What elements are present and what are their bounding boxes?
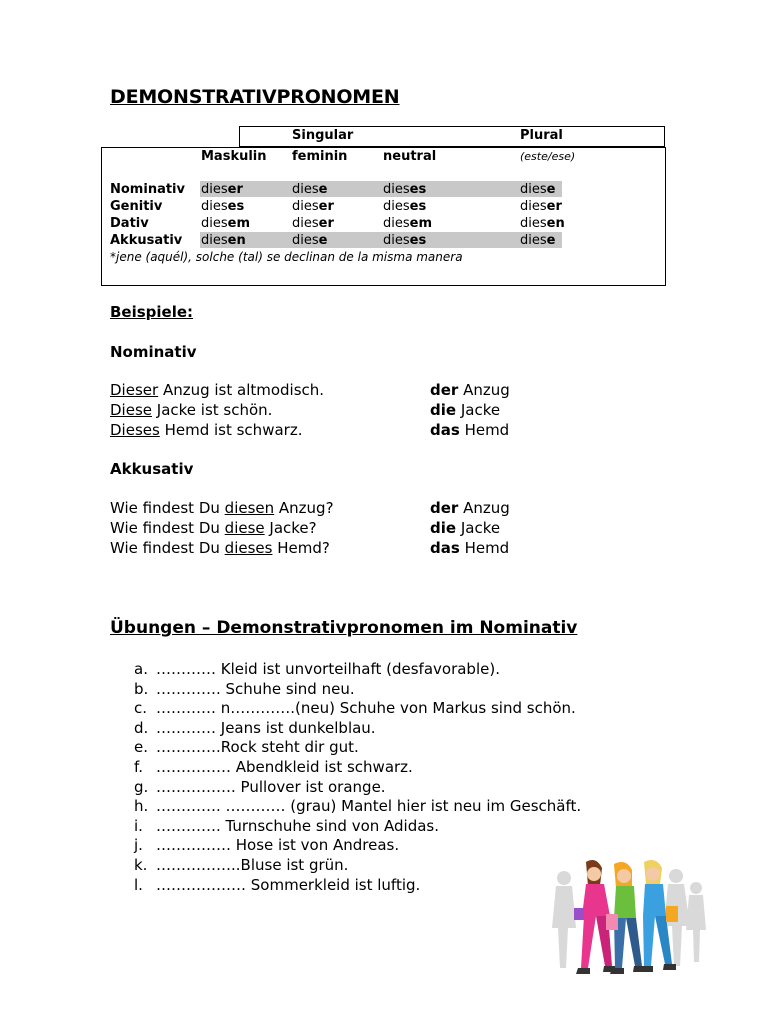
- exercise-item: k. ……………..Bluse ist grün.: [134, 855, 349, 874]
- cell-plural: diesen: [520, 216, 565, 231]
- row-label: Akkusativ: [110, 233, 183, 248]
- exercise-item: f. …………… Abendkleid ist schwarz.: [134, 757, 413, 776]
- neut-header: neutral: [383, 149, 437, 164]
- singular-header: Singular: [292, 128, 354, 143]
- cell-fem: dieser: [292, 199, 334, 214]
- cell-fem: dieser: [292, 216, 334, 231]
- exercise-item: d. ………… Jeans ist dunkelblau.: [134, 718, 376, 737]
- exercise-item: e. ………….Rock steht dir gut.: [134, 738, 359, 757]
- exercises-title: Übungen – Demonstrativpronomen im Nominativ: [110, 618, 578, 638]
- cell-neut: diesem: [383, 216, 433, 231]
- exercise-item: a. ………… Kleid ist unvorteilhaft (desfavorable).: [134, 660, 500, 678]
- exercise-item: c. ………… n………….(neu) Schuhe von Markus sind schön.: [134, 699, 576, 718]
- row-label: Genitiv: [110, 199, 163, 214]
- examples-heading: Beispiele:: [110, 303, 194, 321]
- exercise-item: l. ……………… Sommerkleid ist luftig.: [134, 875, 421, 894]
- example-article: das Hemd: [430, 539, 510, 557]
- page-title: DEMONSTRATIVPRONOMEN: [110, 86, 400, 108]
- exercise-item: j. …………… Hose ist von Andreas.: [134, 836, 400, 855]
- cell-plural: diese: [520, 233, 556, 248]
- example-article: der Anzug: [430, 499, 510, 517]
- akkusativ-heading: Akkusativ: [110, 460, 194, 478]
- cell-masc: dieses: [201, 199, 245, 214]
- example-article: die Jacke: [430, 401, 501, 419]
- row-shade-akkusativ: [200, 232, 562, 248]
- cell-plural: diese: [520, 182, 556, 197]
- cell-masc: diesem: [201, 216, 251, 231]
- example-article: die Jacke: [430, 519, 501, 537]
- fem-header: feminin: [292, 149, 348, 164]
- shopping-girls-illustration: [548, 858, 708, 988]
- example-sentence: Wie findest Du diese Jacke?: [110, 519, 317, 537]
- exercise-item: h. …………. ………… (grau) Mantel hier ist neu im Geschäft.: [134, 797, 582, 816]
- plural-header: Plural: [520, 128, 563, 143]
- exercise-item: b. …………. Schuhe sind neu.: [134, 679, 355, 698]
- plural-note: (este/ese): [520, 150, 576, 163]
- cell-neut: dieses: [383, 233, 427, 248]
- example-sentence: Diese Jacke ist schön.: [110, 401, 273, 419]
- table-footnote: *jene (aquél), solche (tal) se declinan de la misma manera: [110, 250, 463, 264]
- example-article: das Hemd: [430, 421, 510, 439]
- example-sentence: Wie findest Du diesen Anzug?: [110, 499, 334, 517]
- cell-masc: dieser: [201, 182, 243, 197]
- cell-fem: diese: [292, 233, 328, 248]
- row-label: Nominativ: [110, 182, 185, 197]
- example-article: der Anzug: [430, 381, 510, 399]
- example-sentence: Dieser Anzug ist altmodisch.: [110, 381, 325, 399]
- cell-masc: diesen: [201, 233, 246, 248]
- example-sentence: Dieses Hemd ist schwarz.: [110, 421, 303, 439]
- row-shade-nominativ: [200, 181, 562, 197]
- nominativ-heading: Nominativ: [110, 343, 197, 361]
- cell-neut: dieses: [383, 199, 427, 214]
- masc-header: Maskulin: [201, 149, 267, 164]
- example-sentence: Wie findest Du dieses Hemd?: [110, 539, 330, 557]
- cell-neut: dieses: [383, 182, 427, 197]
- exercise-item: i. …………. Turnschuhe sind von Adidas.: [134, 816, 440, 835]
- cell-plural: dieser: [520, 199, 562, 214]
- row-label: Dativ: [110, 216, 149, 231]
- exercise-item: g. ……………. Pullover ist orange.: [134, 777, 386, 796]
- cell-fem: diese: [292, 182, 328, 197]
